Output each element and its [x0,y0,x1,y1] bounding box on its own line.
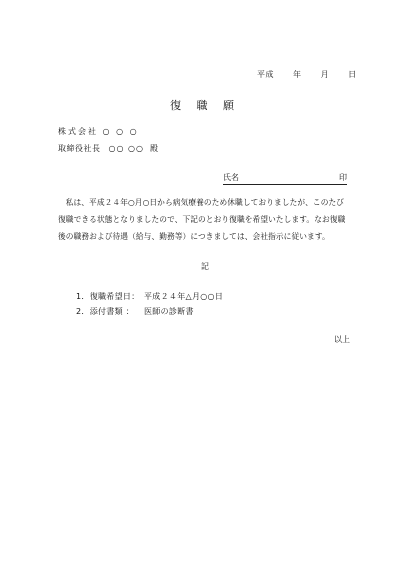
list-item [76,306,194,317]
item-key: 1．復職希望日： [76,292,140,301]
seal-mark: 印 [339,173,347,182]
list-item [76,291,223,302]
signature-line [223,172,347,185]
addressee-company: 株式会社 ○ ○ ○ [58,127,139,136]
ki-heading: 記 [201,262,209,271]
submission-date [257,69,357,80]
date-era: 平成 [257,70,274,79]
body-paragraph: 私は、平成２４年○月○日から病気療養のため休職しておりましたが、このたび復職できる状態となりましたので、下記のとおり復職を希望いたします。なお復職後の職務および待遇（給与、勤務等）につきましては、会社指示に従います。 [58,198,346,241]
date-month-unit: 月 [320,70,330,79]
date-day-unit: 日 [348,70,357,79]
addressee-line [58,143,158,154]
item-value: 平成２４年△月○○日 [144,292,224,301]
closing-text: 以上 [334,335,350,344]
signature-label: 氏名 [223,173,239,182]
document-title: 復 職 願 [170,99,240,112]
item-key: 2．添付書類 ： [76,307,135,316]
addressee-name: ○○ ○○ [108,144,144,153]
addressee-honorific: 殿 [149,144,159,153]
date-year-unit: 年 [293,70,302,79]
item-value: 医師の診断書 [144,307,194,316]
addressee-position: 取締役社長 [58,144,101,153]
